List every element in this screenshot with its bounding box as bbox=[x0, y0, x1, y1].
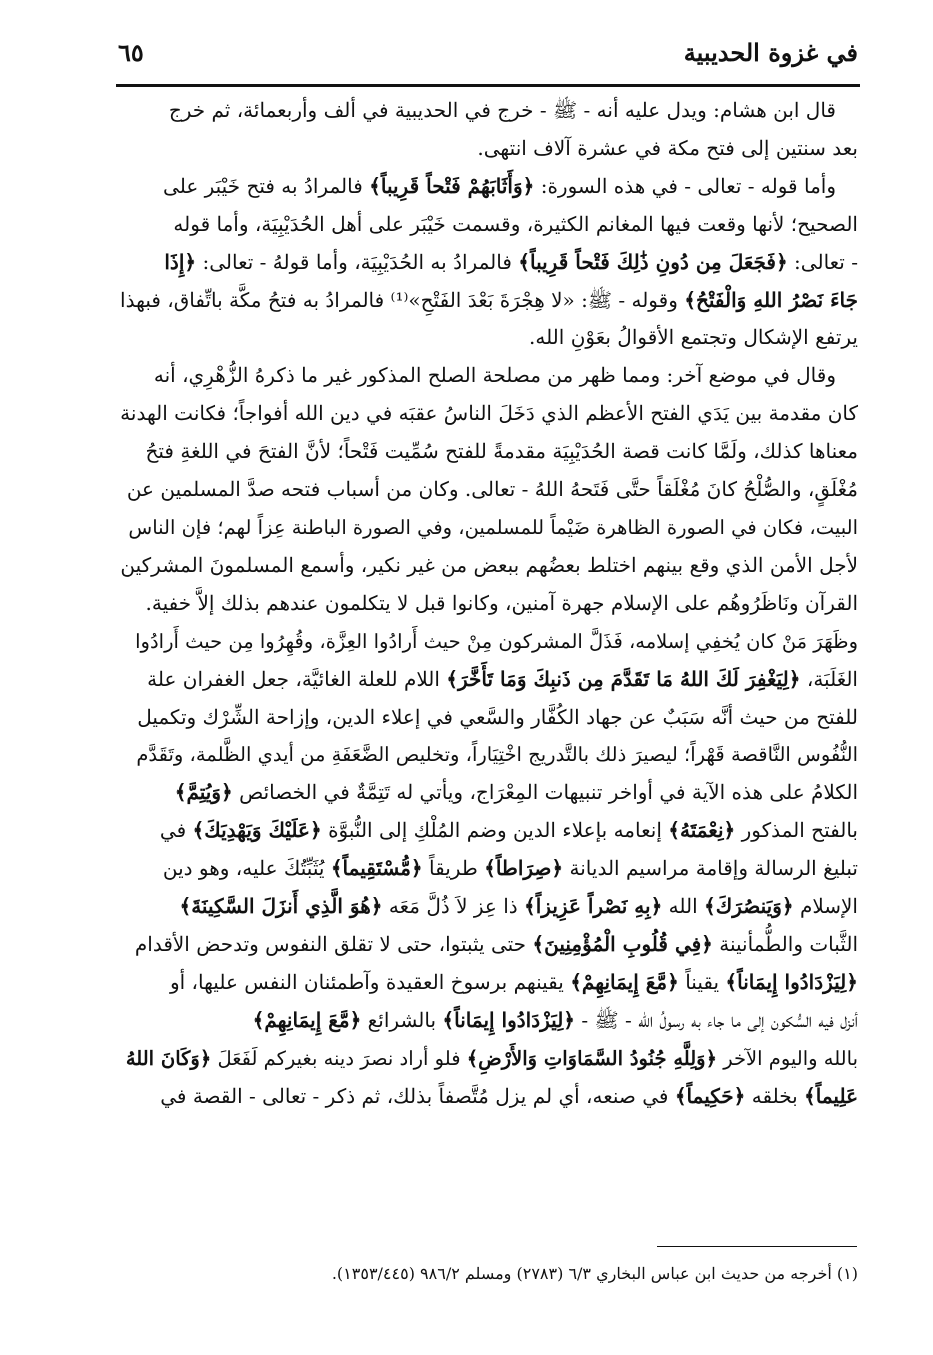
text-line bbox=[118, 244, 858, 282]
text-line bbox=[118, 585, 858, 623]
text-line bbox=[118, 812, 858, 850]
text-segment: لأجل الأمن الذي وقع بينهم اختلط بعضُهم ببعض من غير نكير، وأسمع المسلمونَ المشركين bbox=[120, 552, 858, 577]
text-segment: أنزل فيه السُّكون إلى ما جاء به رسولُ الله - ﷺ - bbox=[575, 1007, 858, 1032]
text-segment: اللام للعلة الغائيَّة، جعل الغفران علة bbox=[147, 666, 447, 691]
quran-quote: ﴿مُّسْتَقِيماً﴾ bbox=[330, 856, 423, 881]
text-line bbox=[118, 964, 858, 1002]
text-line bbox=[118, 509, 858, 547]
text-segment: الثَّبات والطُّمأنينة bbox=[712, 931, 858, 956]
text-segment: يرتفع الإشكال وتجتمع الأقوالُ بعَوْنِ الله. bbox=[528, 325, 858, 350]
text-line bbox=[118, 130, 858, 168]
text-segment: - تعالى: bbox=[787, 249, 858, 274]
text-line bbox=[118, 471, 858, 509]
text-segment: يقيناً bbox=[678, 969, 726, 994]
text-line bbox=[118, 1002, 858, 1040]
text-segment: البيت، فكان في الصورة الظاهرة ضَيْماً للمسلمين، وفي الصورة الباطنة عِزاً لهم؛ فإن الناس bbox=[128, 515, 858, 539]
text-segment: في bbox=[159, 818, 193, 843]
text-segment: حتى يثبتوا، حتى لا تقلق النفوس وتدحض الأقدام bbox=[134, 931, 533, 956]
header-rule bbox=[116, 84, 860, 87]
text-segment: مُغْلَقٍ، والصُّلْحُ كانَ مُغْلَقاً حتَّى فَتَحهُ اللهُ - تعالى. وكان من أسباب فتحه صدَّ المسلمين عن bbox=[126, 477, 858, 502]
text-line bbox=[118, 168, 858, 206]
text-segment: فالمرادُ به الحُدَيْبِيَة، وأما قولهُ - تعالى: bbox=[196, 249, 519, 274]
quran-quote: ﴿فَجَعَلَ مِن دُونِ ذَٰلِكَ فَتْحاً قَرِيباً﴾ bbox=[518, 249, 788, 274]
quran-quote: ﴿وَيُتِمَّ﴾ bbox=[174, 780, 233, 805]
quran-quote: عَلِيماً﴾ bbox=[804, 1083, 858, 1108]
quran-quote: ﴿نِعْمَتَهُ﴾ bbox=[668, 818, 736, 843]
text-segment: الصحيح؛ لأنها وقعت فيها المغانم الكثيرة، وقسمت خَيْبَر على أهل الحُدَيْبِيَة، وأما قوله bbox=[173, 211, 858, 236]
quran-quote: ﴿حَكِيماً﴾ bbox=[674, 1083, 746, 1108]
text-segment: قال ابن هشام: ويدل عليه أنه - ﷺ - خرج في الحديبية في ألف وأربعمائة، ثم خرج bbox=[168, 98, 836, 122]
text-line bbox=[118, 357, 858, 395]
quran-quote: ﴿وَكَانَ اللهُ bbox=[125, 1046, 212, 1070]
body-text bbox=[118, 92, 858, 1115]
text-line bbox=[118, 547, 858, 585]
quran-quote: ﴿هُوَ الَّذِي أَنزَلَ السَّكِينَةَ﴾ bbox=[179, 894, 383, 919]
text-segment: بعد سنتين إلى فتح مكة في عشرة آلاف انتهى. bbox=[477, 135, 858, 160]
text-segment: في صنعه، أي لم يزل مُتَّصفاً بذلك، ثم ذكر - تعالى - القصة في bbox=[160, 1083, 675, 1108]
text-line bbox=[118, 699, 858, 737]
text-line bbox=[118, 850, 858, 888]
text-line bbox=[118, 661, 858, 699]
text-segment: الكلامُ على هذه الآية في أواخر تنبيهات المِعْرَاج، ويأتي له تَتِمَّةٌ في الخصائص bbox=[232, 780, 858, 805]
quran-quote: ﴿وَيَنصُرَكَ﴾ bbox=[704, 894, 794, 919]
text-line bbox=[118, 623, 858, 661]
quran-quote: ﴿مَّعَ إِيمَانِهِمْ﴾ bbox=[252, 1007, 362, 1032]
quran-quote: ﴿فِي قُلُوبِ الْمُؤْمِنِينَ﴾ bbox=[532, 931, 713, 956]
text-line bbox=[118, 736, 858, 774]
text-segment: بالشرائع bbox=[361, 1007, 443, 1032]
text-line bbox=[118, 926, 858, 964]
text-line bbox=[118, 433, 858, 471]
text-segment: فلو أراد نصرَ دينه بغيركم لَفَعَلَ bbox=[211, 1046, 467, 1070]
text-segment: بالفتح المذكور bbox=[735, 818, 858, 843]
quran-quote: ﴿لِيَزْدَادُوا إِيمَاناً﴾ bbox=[442, 1007, 576, 1032]
text-line bbox=[118, 92, 858, 130]
text-line bbox=[118, 395, 858, 433]
text-line bbox=[118, 774, 858, 812]
quran-quote: ﴿لِيَغْفِرَ لَكَ اللهُ مَا تَقَدَّمَ مِن ذَنبِكَ وَمَا تَأَخَّرَ﴾ bbox=[446, 666, 801, 691]
text-segment: كان مقدمة بين يَدَي الفتح الأعظم الذي دَخَلَ الناسُ عقبَه في دين الله أفواجاً؛ فكانت الهدنة bbox=[120, 401, 858, 426]
quran-quote: ﴿مَّعَ إِيمَانِهِمْ﴾ bbox=[570, 969, 679, 994]
text-segment: وظَهَرَ مَنْ كان يُخفِي إسلامه، فَذَلَّ المشركون مِنْ حيث أَرادُوا العِزَّة، وقُهِرُوا مِن حيث أَرادُوا bbox=[135, 629, 858, 653]
quran-quote: ﴿إِذَا bbox=[164, 249, 197, 274]
footnote: (١) أخرجه من حديث ابن عباس البخاري ٦/٣ (٢٧٨٣) ومسلم ٩٨٦/٢ (١٣٥٣/٤٤٥). bbox=[331, 1264, 858, 1283]
text-segment: النُّفُوس النَّاقصة قَهْراً؛ ليصيرَ ذلك بالتَّدريج اخْتِيَاراً، وتخليص الضَّعَفَةِ من أيدي الظَّلمة، وتَقَدَّم bbox=[136, 743, 858, 767]
text-segment: للفتح من حيث أنَّه سَبَبٌ عن جهاد الكُفَّار والسَّعي في إعلاء الدين، وإزاحة الشِّرْك وتكميل bbox=[137, 704, 858, 729]
text-segment: ذا عِز لاَ ذُلَّ مَعَه bbox=[382, 894, 525, 919]
page-header bbox=[118, 28, 858, 80]
text-segment: وقوله - ﷺ: «لا هِجْرَةَ بَعْدَ الفَتْحِ»⁽¹⁾ فالمرادُ به فتحُ مكَّة باتِّفاق، فبهذا bbox=[120, 287, 685, 312]
text-segment: بخلقه bbox=[745, 1083, 805, 1108]
text-segment: الإسلام bbox=[793, 894, 858, 919]
text-line bbox=[118, 206, 858, 244]
text-line bbox=[118, 888, 858, 926]
text-line bbox=[118, 1040, 858, 1078]
quran-quote: ﴿لِيَزْدَادُوا إِيمَاناً﴾ bbox=[725, 969, 858, 994]
text-segment: فالمرادُ به فتح خَيْبَر على bbox=[163, 173, 370, 198]
text-segment: القرآن ونَاظَرُوهُم على الإسلام جهرة آمنين، وكانوا قبل لا يتكلمون عندهم بذلك إلاَّ خفية. bbox=[145, 590, 858, 615]
quran-quote: ﴿صِرَاطاً﴾ bbox=[484, 856, 564, 881]
running-title: في غزوة الحديبية bbox=[683, 38, 858, 67]
text-segment: يقينهم برسوخ العقيدة وآطمئنان النفس عليها، أو bbox=[169, 969, 571, 994]
text-segment: وقال في موضع آخر: ومما ظهر من مصلحة الصلح المذكور غير ما ذكرهُ الزُّهْرِي، أنه bbox=[153, 363, 836, 388]
quran-quote: جَاءَ نَصْرُ اللهِ وَالْفَتْحُ﴾ bbox=[684, 287, 858, 312]
text-line bbox=[118, 1078, 858, 1116]
text-segment: إنعامه بإعلاء الدين وضم المُلْكِ إلى النُّبوَّة bbox=[321, 818, 669, 843]
text-segment: بالله واليوم الآخر bbox=[717, 1046, 858, 1070]
text-segment: معناها كذلك، ولَمَّا كانت قصة الحُدَيْبِيَة مقدمةً للفتح سُمِّيت فَتْحاً؛ لأنَّ الفتحَ في اللغةِ فتحُ bbox=[145, 439, 858, 464]
text-line bbox=[118, 319, 858, 357]
text-segment: يُثَبِّتُكَ عليه، وهو دين bbox=[162, 856, 331, 881]
text-segment: الله bbox=[662, 894, 705, 919]
text-segment: طريقاً bbox=[422, 856, 485, 881]
quran-quote: ﴿وَلِلَّهِ جُنُودُ السَّمَاوَاتِ وَالأَرْضِ﴾ bbox=[466, 1046, 718, 1070]
quran-quote: ﴿بِهِ نَصْراً عَزِيزاً﴾ bbox=[524, 894, 663, 919]
text-line bbox=[118, 282, 858, 320]
text-segment: وأما قوله - تعالى - في هذه السورة: bbox=[534, 173, 836, 198]
text-segment: تبليغ الرسالة وإقامة مراسيم الديانة bbox=[563, 856, 858, 881]
page-number: ٦٥ bbox=[118, 38, 144, 67]
quran-quote: ﴿عَلَيْكَ وَيَهْدِيَكَ﴾ bbox=[192, 818, 322, 843]
quran-quote: ﴿وَأَثَابَهُمْ فَتْحاً قَرِيباً﴾ bbox=[369, 173, 535, 198]
footnote-rule bbox=[657, 1246, 857, 1247]
text-segment: الغَلَبَة، bbox=[800, 666, 858, 691]
